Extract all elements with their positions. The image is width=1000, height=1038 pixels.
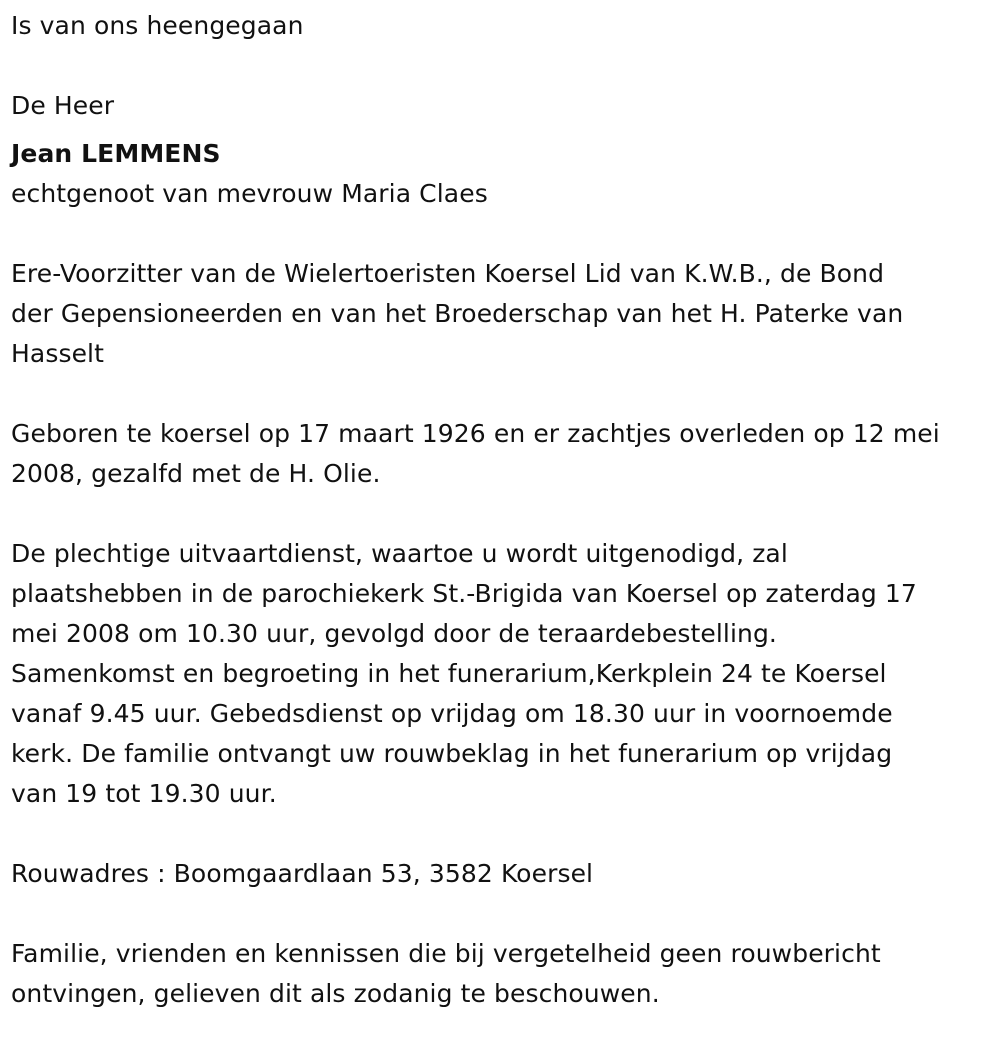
spacer: [11, 46, 986, 86]
service-line: plaatshebben in de parochiekerk St.-Brigida van Koersel op zaterdag 17: [11, 579, 917, 608]
service-line: mei 2008 om 10.30 uur, gevolgd door de teraardebestelling.: [11, 619, 777, 648]
closing-line: ontvingen, gelieven dit als zodanig te beschouwen.: [11, 979, 660, 1008]
service-line: van 19 tot 19.30 uur.: [11, 779, 277, 808]
service-line: Samenkomst en begroeting in het funerarium,Kerkplein 24 te Koersel: [11, 659, 887, 688]
closing-paragraph: [11, 934, 986, 1014]
deceased-name: Jean LEMMENS: [11, 139, 221, 168]
service-paragraph: [11, 534, 986, 814]
spacer: [11, 894, 986, 934]
affiliations-line: Hasselt: [11, 339, 104, 368]
closing-line: Familie, vrienden en kennissen die bij vergetelheid geen rouwbericht: [11, 939, 881, 968]
mourning-address: Rouwadres : Boomgaardlaan 53, 3582 Koersel: [11, 859, 594, 888]
spacer: [11, 494, 986, 534]
birth-death-line: 2008, gezalfd met de H. Olie.: [11, 459, 381, 488]
intro-text: Is van ons heengegaan: [11, 11, 304, 40]
obituary-notice: [11, 6, 986, 1014]
affiliations-line: Ere-Voorzitter van de Wielertoeristen Koersel Lid van K.W.B., de Bond: [11, 259, 885, 288]
service-line: vanaf 9.45 uur. Gebedsdienst op vrijdag om 18.30 uur in voornoemde: [11, 699, 893, 728]
spacer: [11, 814, 986, 854]
affiliations-line: der Gepensioneerden en van het Broederschap van het H. Paterke van: [11, 299, 904, 328]
honorific-title: De Heer: [11, 91, 115, 120]
birth-death-line: Geboren te koersel op 17 maart 1926 en er zachtjes overleden op 12 mei: [11, 419, 940, 448]
service-line: De plechtige uitvaartdienst, waartoe u wordt uitgenodigd, zal: [11, 539, 788, 568]
birth-death-paragraph: [11, 414, 986, 494]
spouse-text: echtgenoot van mevrouw Maria Claes: [11, 179, 488, 208]
spacer: [11, 214, 986, 254]
service-line: kerk. De familie ontvangt uw rouwbeklag in het funerarium op vrijdag: [11, 739, 893, 768]
affiliations-paragraph: [11, 254, 986, 374]
spacer: [11, 374, 986, 414]
